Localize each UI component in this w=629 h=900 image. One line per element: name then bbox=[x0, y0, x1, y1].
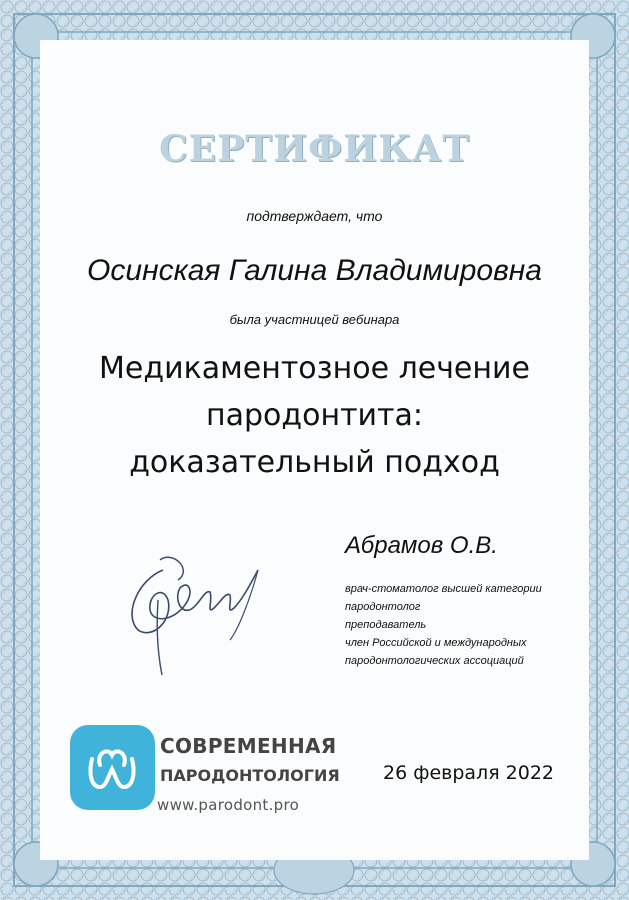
participation-text: была участницей вебинара bbox=[229, 312, 400, 327]
recipient-name: Осинская Галина Владимировна bbox=[87, 254, 542, 287]
website-link[interactable]: www.parodont.pro bbox=[157, 796, 300, 814]
certificate-date: 26 февраля 2022 bbox=[383, 762, 555, 784]
brand-logo-icon bbox=[70, 725, 155, 810]
teacher-credentials bbox=[345, 580, 542, 670]
certificate-title: СЕРТИФИКАТ bbox=[159, 128, 470, 170]
brand-name-line2: ПАРОДОНТОЛОГИЯ bbox=[160, 766, 340, 785]
credential-line: преподаватель bbox=[345, 619, 427, 631]
signature bbox=[118, 540, 278, 680]
teacher-name: Абрамов О.В. bbox=[345, 532, 498, 559]
topic-line: пародонтита: bbox=[205, 398, 424, 433]
webinar-topic bbox=[60, 345, 569, 486]
confirms-text: подтверждает, что bbox=[246, 208, 383, 224]
credential-line: врач-стоматолог высшей категории bbox=[345, 583, 542, 595]
topic-line: доказательный подход bbox=[129, 445, 500, 480]
credential-line: пародонтолог bbox=[345, 601, 421, 613]
credential-line: член Российской и международных bbox=[345, 637, 527, 649]
credential-line: пародонтологических ассоциаций bbox=[345, 655, 524, 667]
topic-line: Медикаментозное лечение bbox=[99, 351, 530, 386]
brand-name-line1: СОВРЕМЕННАЯ bbox=[160, 734, 337, 758]
